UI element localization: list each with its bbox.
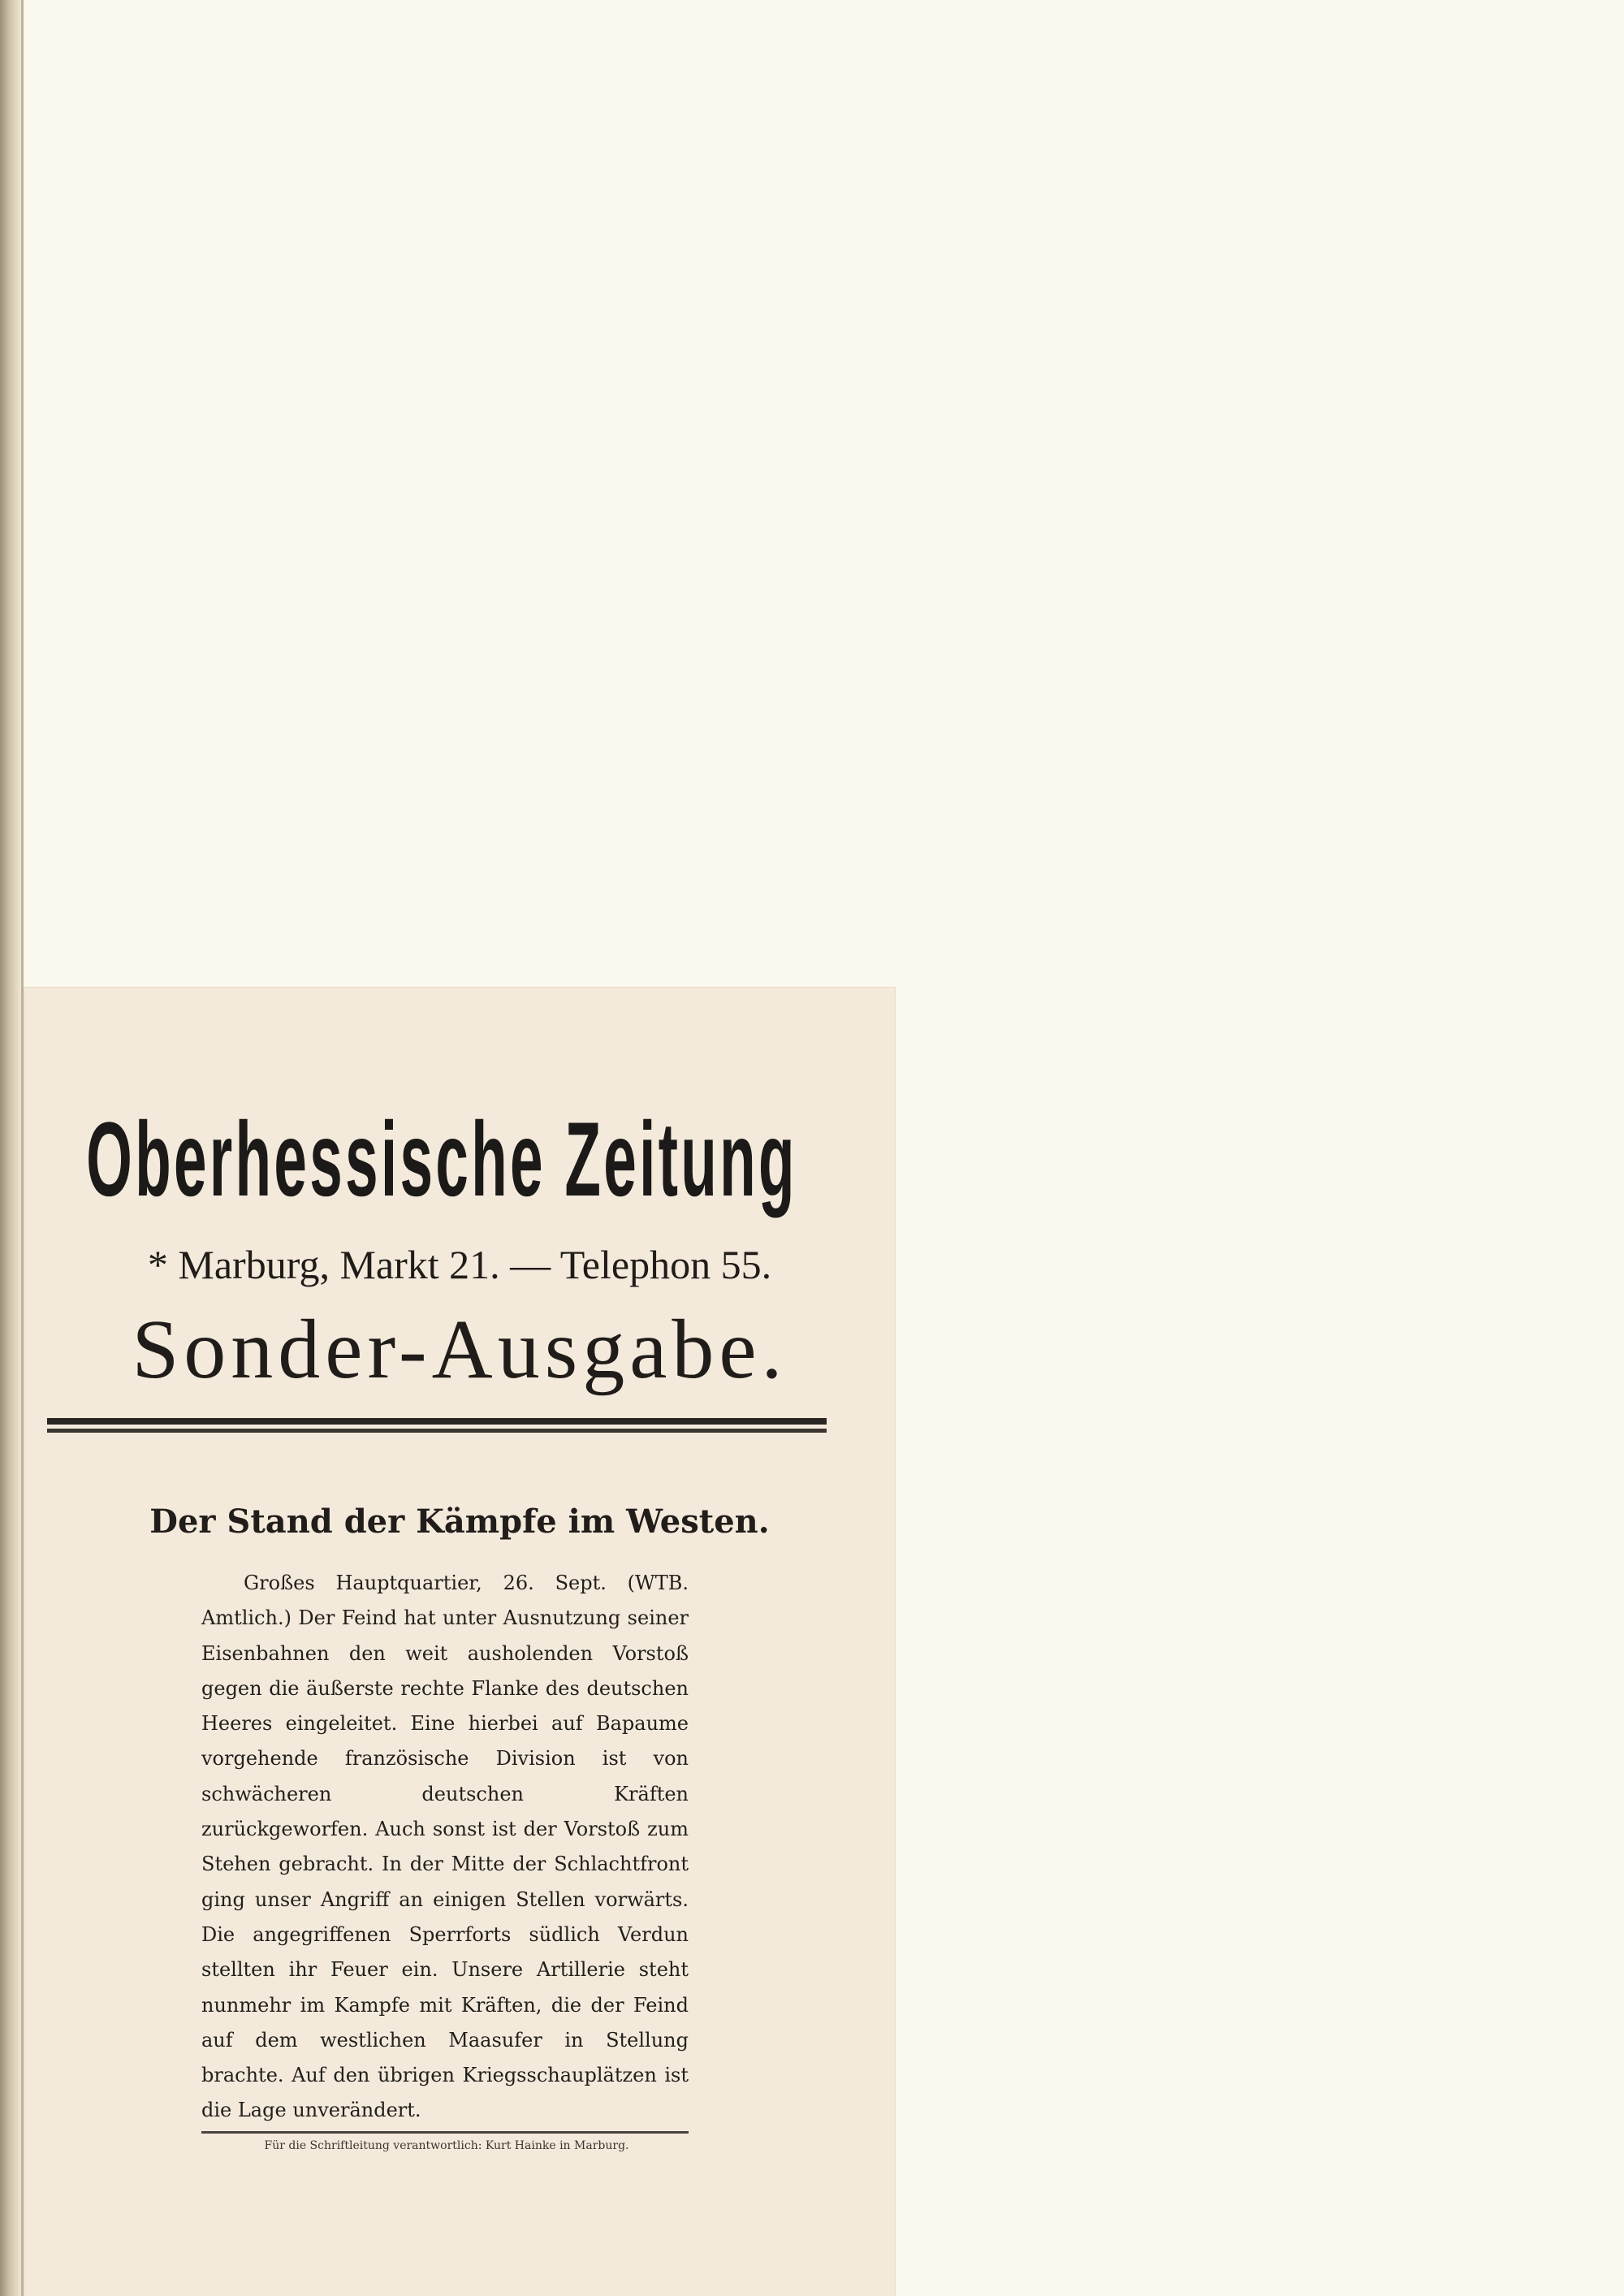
album-binding <box>0 0 21 2296</box>
footer-note: Für die Schriftleitung verantwortlich: Kurt Hainke in Marburg. <box>264 2139 629 2152</box>
footer-divider <box>201 2131 689 2134</box>
masthead: Oberhessische Zeitung <box>86 1100 797 1218</box>
address-line: * Marburg, Markt 21. — Telephon 55. <box>147 1242 772 1287</box>
article-title: Der Stand der Kämpfe im Westen. <box>149 1503 770 1541</box>
edition-title: Sonder-Ausgabe. <box>132 1303 788 1396</box>
divider-thick <box>47 1418 827 1425</box>
article-body: Großes Hauptquartier, 26. Sept. (WTB. Amtlich.) Der Feind hat unter Ausnutzung seiner Eisenbahnen den weit ausholenden Vorstoß gegen die äußerste rechte Flanke des deutschen Heeres eingeleitet. Eine hierbei auf Bapaume vorgehende französische Division ist von schwächeren deutschen Kräften zurückgeworfen. Auch sonst ist der Vorstoß zum Stehen gebracht. In der Mitte der Schlachtfront ging unser Angriff an einigen Stellen vorwärts. Die angegriffenen Sperrforts südlich Verdun stellten ihr Feuer ein. Unsere Artillerie steht nunmehr im Kampfe mit Kräften, die der Feind auf dem westlichen Maasufer in Stellung brachte. Auf den übrigen Kriegsschauplätzen ist die Lage unverändert. <box>201 1572 689 2122</box>
newspaper-clipping <box>24 988 895 2296</box>
divider-thin <box>47 1429 827 1433</box>
